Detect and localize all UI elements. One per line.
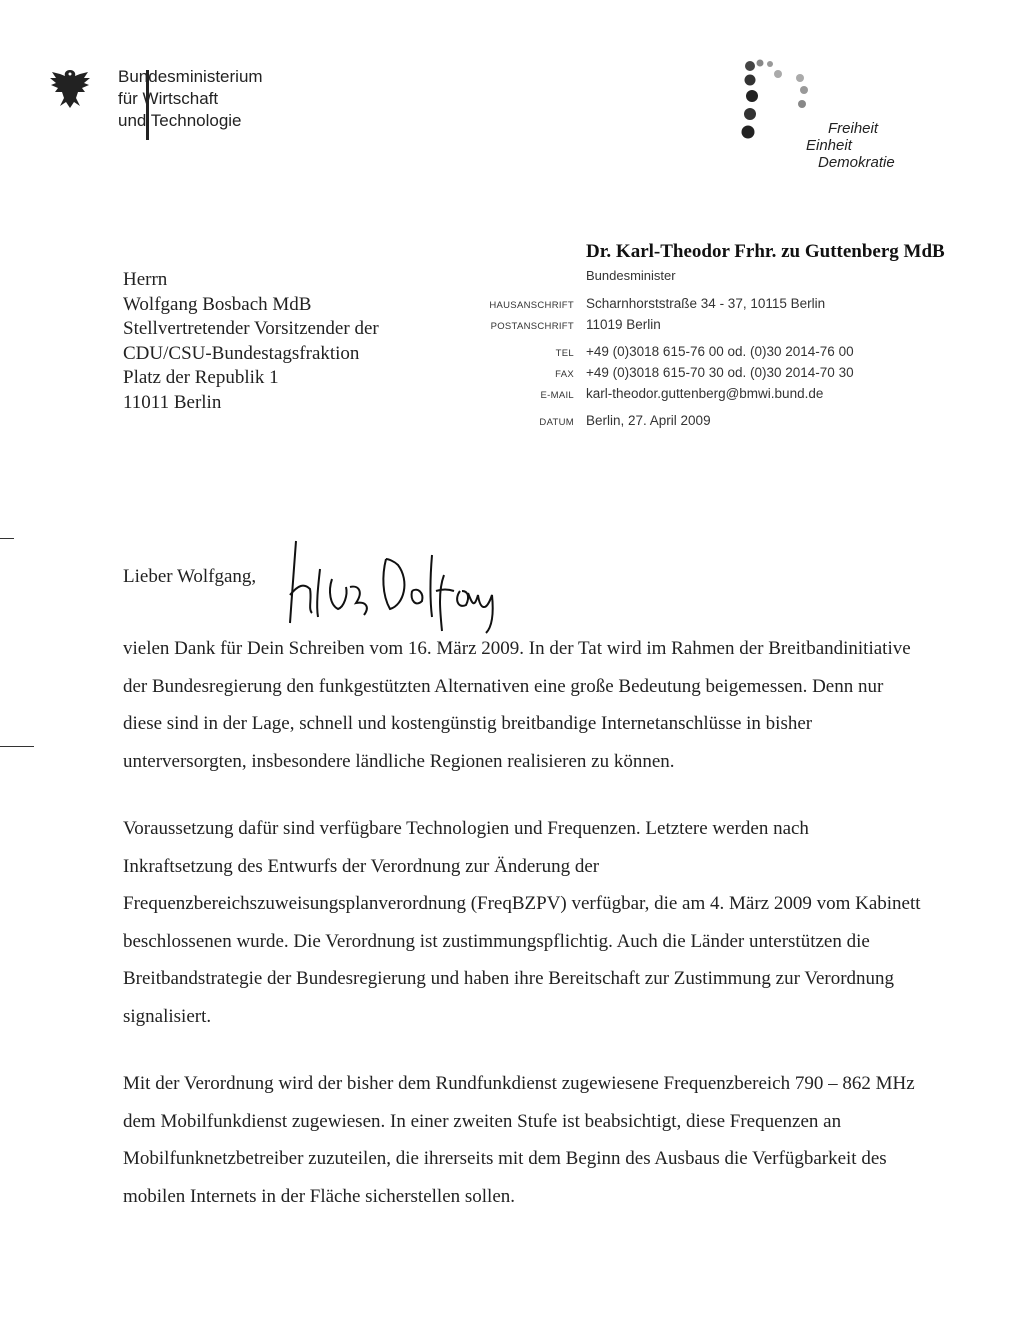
body-paragraph: Mit der Verordnung wird der bisher dem Rundfunkdienst zugewiesene Frequenzbereich 790 – 862 MHz dem Mobilfunkdienst zugewiesen. In einer zweiten Stufe ist beabsichtigt, diese Frequenzen an Mobilfunknetzbetreiber zuzuteilen, die ihrerseits mit dem Beginn des Ausbaus die Verfügbarkeit des mobilen Internets in der Fläche sicherstellen sollen.: [123, 1073, 915, 1207]
contact-row: [480, 413, 900, 434]
unity-logo: [736, 56, 936, 176]
recipient-line: Wolfgang Bosbach MdB: [123, 293, 312, 315]
salutation: Lieber Wolfgang,: [123, 566, 257, 587]
body-paragraph: vielen Dank für Dein Schreiben vom 16. März 2009. In der Tat wird im Rahmen der Breitbandinitiative der Bundesregierung den funkgestützten Alternativen eine große Bedeutung beigemessen. Denn nur diese sind in der Lage, schnell und kostengünstig breitbandige Internetanschlüsse in bisher unterversorgten, insbesondere ländliche Regionen realisieren zu können.: [123, 638, 911, 772]
recipient-line: CDU/CSU-Bundestagsfraktion: [123, 342, 360, 364]
motto-word: Einheit: [806, 137, 852, 154]
contact-row: [480, 296, 900, 317]
logo-motto: [806, 120, 895, 171]
recipient-line: Platz der Republik 1: [123, 367, 279, 388]
body-paragraph: Voraussetzung dafür sind verfügbare Technologien und Frequenzen. Letztere werden nach Inkraftsetzung des Entwurfs der Verordnung zur Änderung der Frequenzbereichszuweisungsplanverordnung (FreqBZPV) verfügbar, die am 4. März 2009 vom Kabinett beschlossenen wurde. Die Verordnung ist zustimmungspflichtig. Auch die Länder unterstützen die Breitbandstrategie der Bundesregierung und haben ihre Bereitschaft zur Zustimmung zur Verordnung signalisiert.: [123, 818, 921, 1027]
contact-row: [480, 365, 900, 386]
sender-name: Dr. Karl-Theodor Frhr. zu Guttenberg MdB: [586, 241, 945, 262]
letter-body: [123, 630, 923, 1245]
contact-email: karl-theodor.guttenberg@bmwi.bund.de: [586, 386, 824, 401]
motto-word: Freiheit: [828, 120, 879, 137]
ministry-line: für Wirtschaft: [118, 89, 219, 108]
contact-label: E-MAIL: [540, 390, 574, 401]
contact-label: DATUM: [539, 417, 574, 428]
contact-label: POSTANSCHRIFT: [490, 321, 574, 332]
recipient-line: 11011 Berlin: [123, 391, 222, 413]
federal-eagle-icon: [48, 66, 92, 112]
contact-label: HAUSANSCHRIFT: [489, 300, 574, 311]
recipient-line: Stellvertretender Vorsitzender der: [123, 318, 379, 339]
contact-label: FAX: [555, 369, 574, 380]
contact-value: +49 (0)3018 615-76 00 od. (0)30 2014-76 00: [586, 344, 854, 359]
contact-value: Scharnhorststraße 34 - 37, 10115 Berlin: [586, 296, 826, 311]
sender-title: Bundesminister: [586, 268, 676, 283]
recipient-line: Herrn: [123, 269, 168, 290]
contact-row: [480, 317, 900, 338]
contact-row: [480, 386, 900, 407]
handwritten-greeting: [282, 535, 522, 635]
ministry-line: und Technologie: [118, 111, 242, 130]
ministry-header: [48, 62, 308, 142]
contact-row: [480, 344, 900, 365]
contact-block: [480, 296, 900, 434]
dots-logo-icon: [736, 56, 816, 146]
motto-word: Demokratie: [818, 154, 895, 171]
punch-mark: [0, 746, 34, 747]
contact-value: +49 (0)3018 615-70 30 od. (0)30 2014-70 30: [586, 365, 854, 380]
date-value: Berlin, 27. April 2009: [586, 413, 711, 428]
recipient-address: [123, 268, 379, 415]
ministry-line: Bundesministerium: [118, 67, 263, 86]
contact-value: 11019 Berlin: [586, 317, 661, 332]
contact-label: TEL: [555, 348, 574, 359]
ministry-name: [118, 66, 263, 132]
fold-mark: [0, 538, 14, 539]
